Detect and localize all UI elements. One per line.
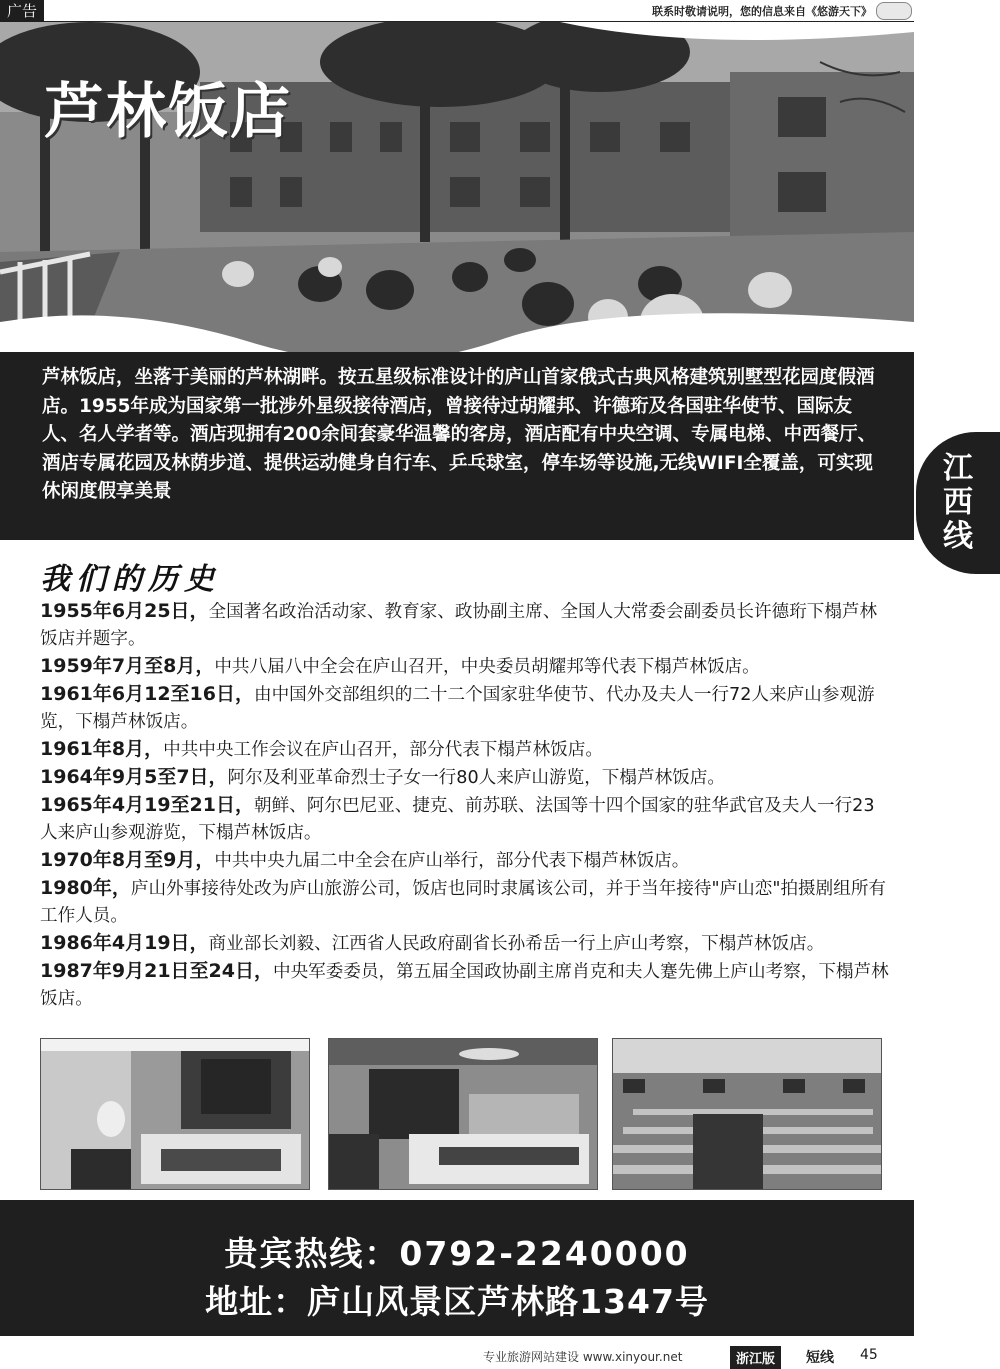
twin-room-illustration	[329, 1039, 597, 1189]
history-entry	[40, 930, 892, 958]
ad-tag: 广告	[0, 0, 44, 22]
contact-block	[0, 1200, 914, 1336]
history-entry	[40, 653, 892, 681]
entry-date: 1986年4月19日，	[40, 932, 209, 954]
history-entry	[40, 736, 892, 764]
page-footer	[0, 1342, 1000, 1366]
meeting-hall-illustration	[613, 1039, 881, 1189]
entry-text: 商业部长刘毅、江西省人民政府副省长孙希岳一行上庐山考察，下榻芦林饭店。	[208, 934, 825, 954]
room-photo	[40, 1038, 310, 1190]
entry-date: 1961年6月12至16日，	[40, 683, 254, 705]
history-entry	[40, 875, 892, 930]
section-label: 短线	[806, 1350, 834, 1366]
intro-block	[0, 352, 914, 540]
history-list	[40, 598, 892, 1013]
entry-date: 1961年8月，	[40, 738, 164, 760]
hero-photo	[0, 22, 914, 352]
entry-date: 1959年7月至8月，	[40, 655, 215, 677]
region-tab-char: 江	[943, 451, 973, 486]
entry-text: 阿尔及利亚革命烈士子女一行80人来庐山游览，下榻芦林饭店。	[227, 768, 725, 788]
source-note: 联系时敬请说明，您的信息来自《悠游天下》	[652, 5, 872, 18]
history-entry	[40, 847, 892, 875]
region-tab-char: 西	[943, 485, 973, 520]
hotline-text: 贵宾热线：0792-2240000	[224, 1234, 690, 1273]
entry-text: 由中国外交部组织的二十二个国家驻华使节、代办及夫人一行72人来庐山参观游览，下榻芦林饭店。	[40, 685, 875, 732]
address-text: 地址：庐山风景区芦林路1347号	[205, 1282, 709, 1321]
entry-date: 1980年，	[40, 877, 131, 899]
magazine-logo-icon	[876, 2, 912, 20]
history-entry	[40, 764, 892, 792]
entry-text: 全国著名政治活动家、教育家、政协副主席、全国人大常委会副委员长许德珩下榻芦林饭店并题字。	[40, 602, 878, 649]
entry-text: 中央军委委员，第五届全国政协副主席肖克和夫人蹇先佛上庐山考察，下榻芦林饭店。	[40, 962, 889, 1009]
room-photo	[328, 1038, 598, 1190]
history-entry	[40, 792, 892, 847]
entry-date: 1955年6月25日，	[40, 600, 209, 622]
entry-date: 1965年4月19至21日，	[40, 794, 254, 816]
page-number: 45	[860, 1347, 878, 1363]
footer-site: 专业旅游网站建设 www.xinyour.net	[483, 1350, 683, 1364]
region-tab	[916, 432, 1000, 574]
entry-date: 1970年8月至9月，	[40, 849, 215, 871]
region-tab-char: 线	[943, 519, 973, 554]
history-entry	[40, 598, 892, 653]
history-entry	[40, 958, 892, 1013]
entry-date: 1964年9月5至7日，	[40, 766, 228, 788]
room-photo	[612, 1038, 882, 1190]
guest-room-illustration	[41, 1039, 309, 1189]
entry-text: 中共中央工作会议在庐山召开，部分代表下榻芦林饭店。	[163, 740, 603, 760]
hotel-title: 芦林饭店	[44, 77, 292, 147]
intro-lead: 芦林饭店，	[42, 367, 135, 388]
edition-badge: 浙江版	[730, 1346, 781, 1369]
entry-date: 1987年9月21日至24日，	[40, 960, 273, 982]
history-entry	[40, 681, 892, 736]
entry-text: 中共中央九届二中全会在庐山举行，部分代表下榻芦林饭店。	[214, 851, 690, 871]
history-heading: 我们的历史	[40, 562, 220, 597]
entry-text: 朝鲜、阿尔巴尼亚、捷克、前苏联、法国等十四个国家的驻华武官及夫人一行23人来庐山参观游览，下榻芦林饭店。	[40, 796, 875, 843]
entry-text: 庐山外事接待处改为庐山旅游公司，饭店也同时隶属该公司，并于当年接待"庐山恋"拍摄剧组所有工作人员。	[40, 879, 887, 926]
entry-text: 中共八届八中全会在庐山召开，中央委员胡耀邦等代表下榻芦林饭店。	[214, 657, 760, 677]
intro-text: 坐落于美丽的芦林湖畔。按五星级标准设计的庐山首家俄式古典风格建筑别墅型花园度假酒店。1955年成为国家第一批涉外星级接待酒店，曾接待过胡耀邦、许德珩及各国驻华使节、国际友人、名人学者等。酒店现拥有200余间套豪华温馨的客房，酒店配有中央空调、专属电梯、中西餐厅、酒店专属花园及林荫步道、提供运动健身自行车、乒乓球室，停车场等设施,无线WIFI全覆盖，可实现休闲度假享美景	[42, 367, 877, 503]
